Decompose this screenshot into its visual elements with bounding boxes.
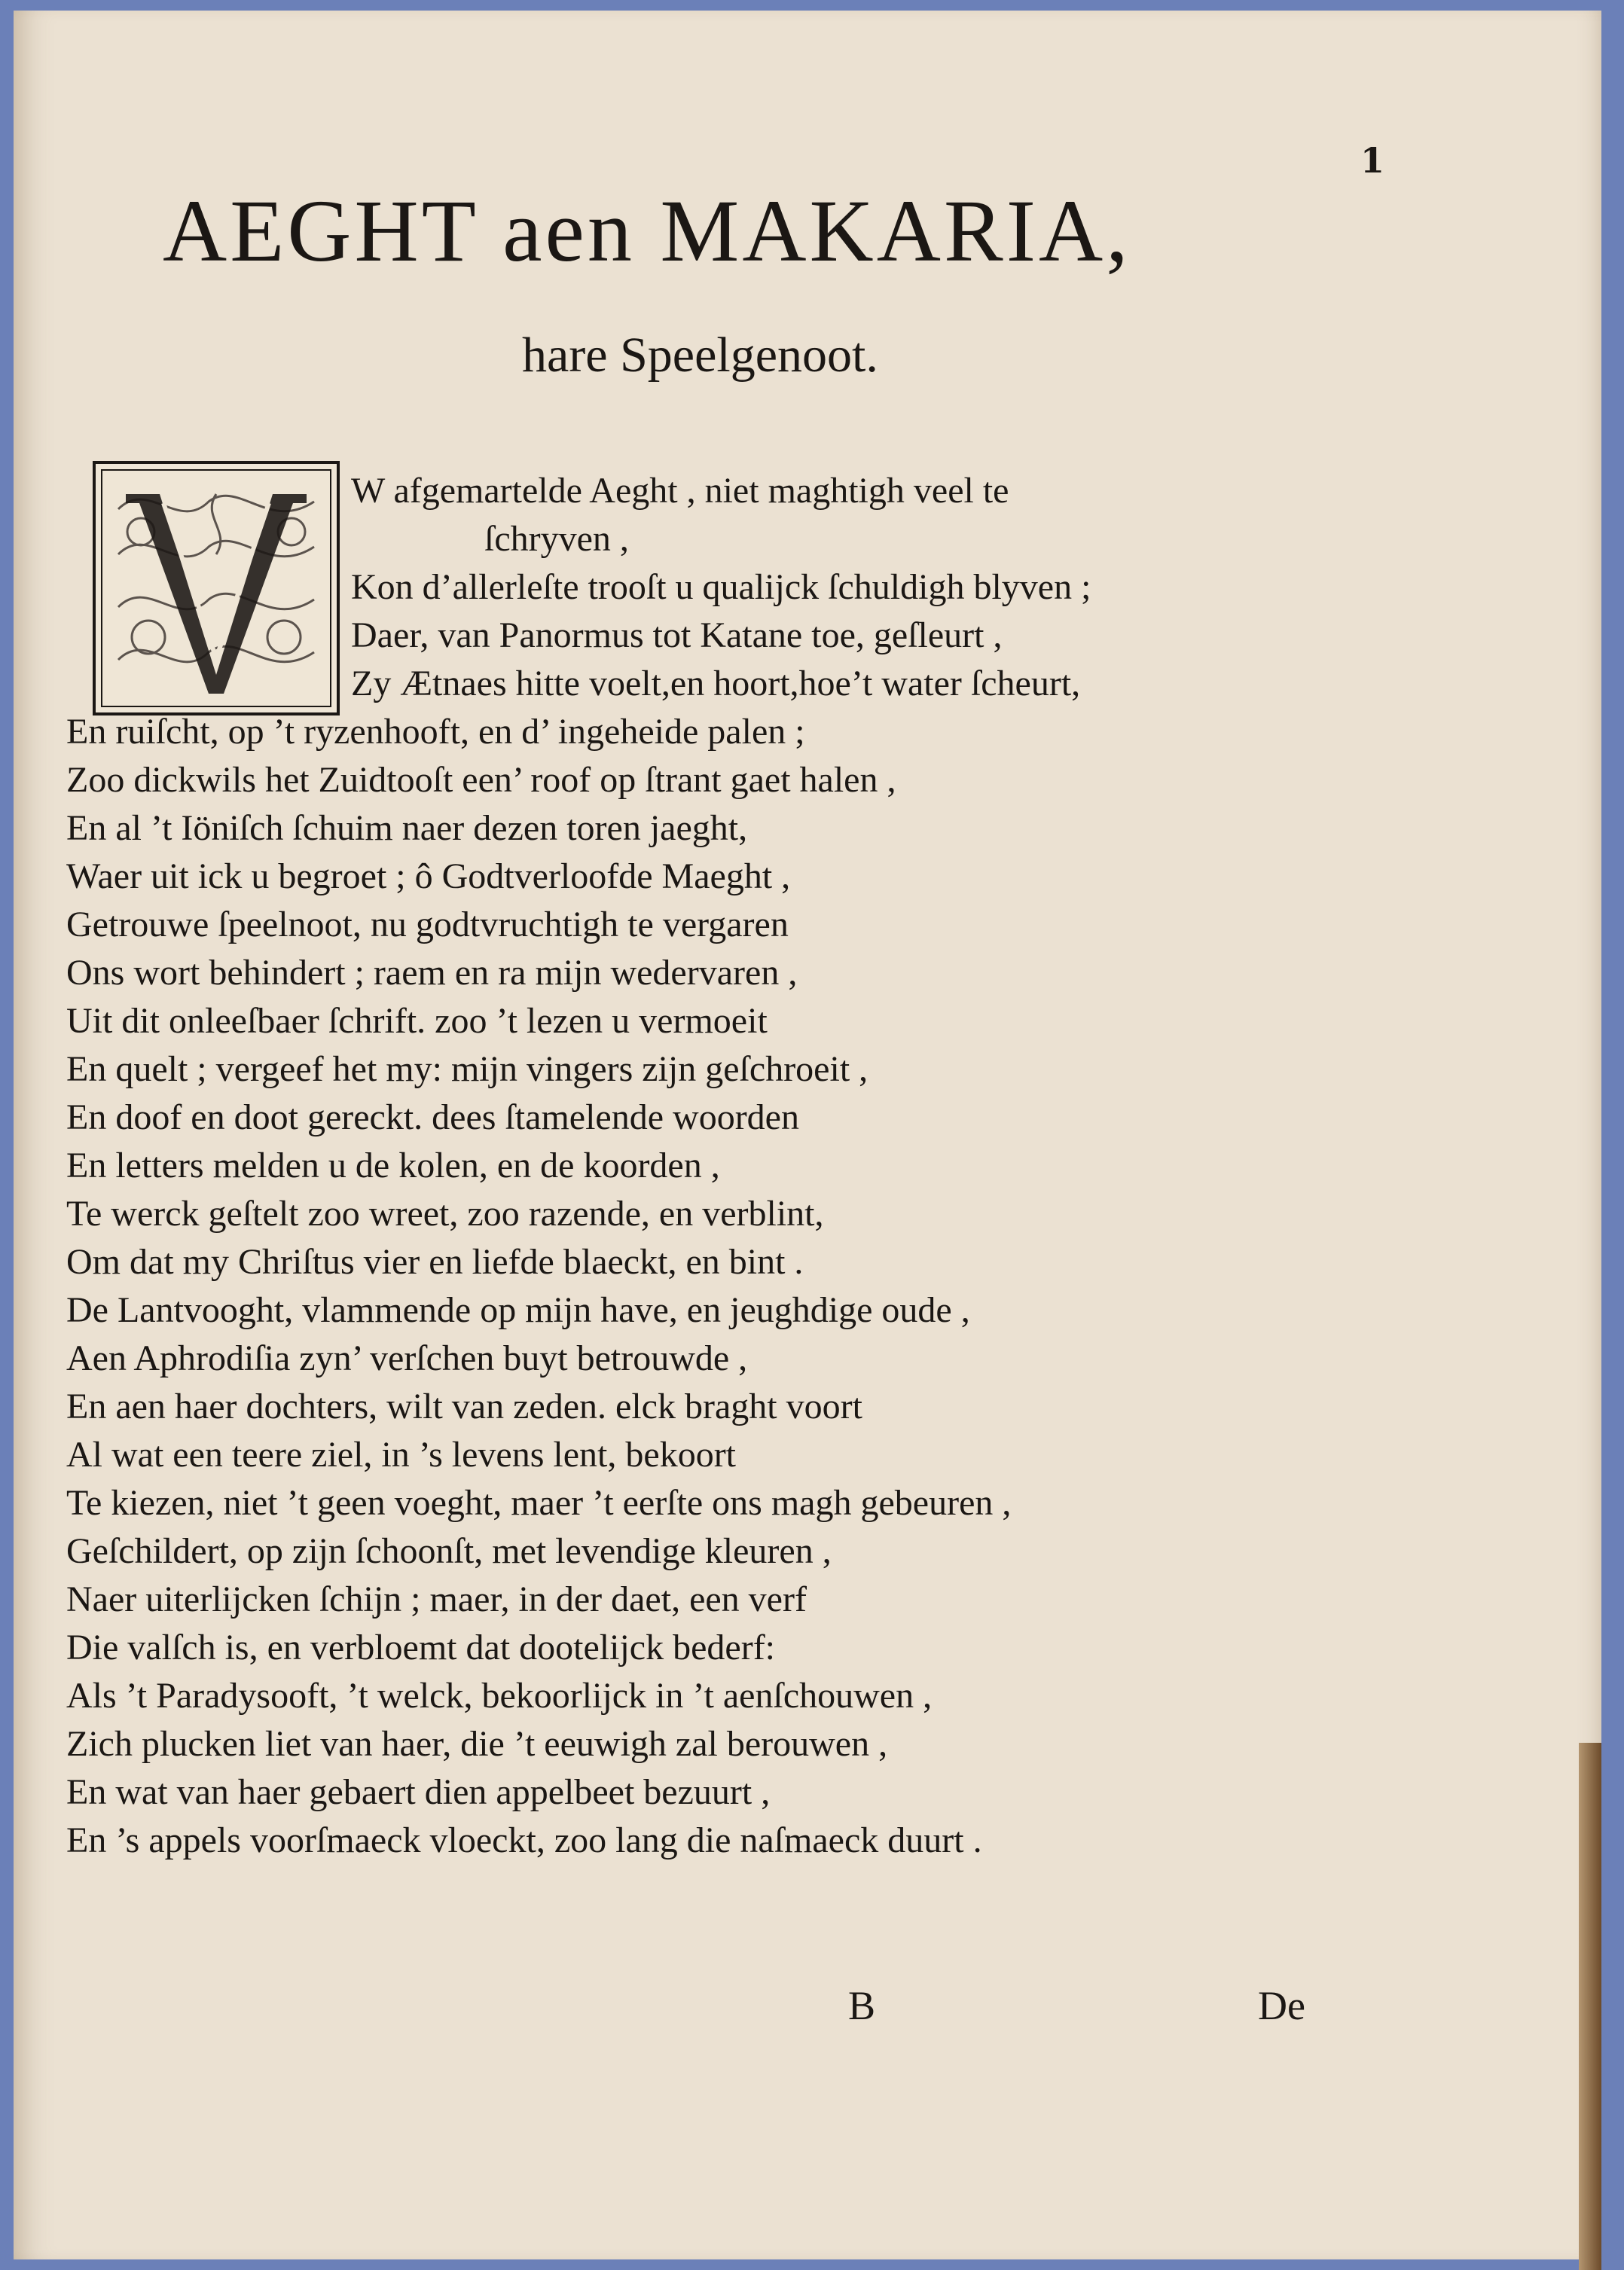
poem-line: Te kiezen, niet ’t geen voeght, maer ’t eerſte ons magh gebeuren , [66,1483,1012,1523]
poem-line: Te werck geſtelt zoo wreet, zoo razende, en verblint, [66,1194,824,1234]
poem-line: Kon d’allerleſte trooſt u qualijck ſchuldigh blyven ; [351,567,1091,607]
poem-line: Zy Ætnaes hitte voelt,en hoort,hoe’t water ſcheurt, [351,664,1081,703]
poem-line: Geſchildert, op zijn ſchoonſt, met levendige kleuren , [66,1531,832,1571]
poem-line: Om dat my Chriſtus vier en liefde blaeckt, en bint . [66,1242,804,1282]
poem-line: Getrouwe ſpeelnoot, nu godtvruchtigh te vergaren [66,905,789,944]
poem-line: Zich plucken liet van haer, die ’t eeuwigh zal berouwen , [66,1724,888,1764]
poem-line: En ’s appels voorſmaeck vloeckt, zoo lang die naſmaeck duurt . [66,1820,982,1860]
poem-line: En ruiſcht, op ’t ryzenhooft, en d’ ingeheide palen ; [66,712,805,752]
poem-line: Als ’t Paradysooft, ’t welck, bekoorlijck in ’t aenſchouwen , [66,1676,933,1716]
poem-line: Aen Aphrodiſia zyn’ verſchen buyt betrouwde , [66,1338,748,1378]
page-edge [1579,1743,1601,2270]
poem-line: Uit dit onleeſbaer ſchrift. zoo ’t lezen u vermoeit [66,1001,768,1041]
decorated-initial [93,461,340,715]
poem-line: Die valſch is, en verbloemt dat dootelijck bederf: [66,1628,776,1667]
poem-line: ſchryven , [484,519,629,559]
catchword: De [1258,1983,1305,2028]
poem-line: Zoo dickwils het Zuidtooſt een’ roof op ſtrant gaet halen , [66,760,896,800]
poem-line: En letters melden u de kolen, en de koorden , [66,1146,720,1185]
poem-line: En al ’t Iöniſch ſchuim naer dezen toren jaeght, [66,808,748,848]
book-page [14,11,1601,2259]
poem-line: Naer uiterlijcken ſchijn ; maer, in der daet, een verf [66,1579,807,1619]
ornament-icon [96,464,337,712]
poem-line: Ons wort behindert ; raem en ra mijn wedervaren , [66,953,798,993]
poem-line: En wat van haer gebaert dien appelbeet bezuurt , [66,1772,771,1812]
poem-line: En aen haer dochters, wilt van zeden. elck braght voort [66,1387,862,1426]
poem-line: Daer, van Panormus tot Katane toe, geſleurt , [351,615,1003,655]
signature-mark: B [848,1983,876,2028]
poem-line: De Lantvooght, vlammende op mijn have, en jeughdige oude , [66,1290,970,1330]
poem-line: Waer uit ick u begroet ; ô Godtverloofde Maeght , [66,856,791,896]
page-title: AEGHT aen MAKARIA, [163,182,1131,280]
poem-line: Al wat een teere ziel, in ’s levens lent, bekoort [66,1435,737,1475]
page-number: 1 [1360,140,1385,181]
poem-line: En doof en doot gereckt. dees ſtamelende woorden [66,1097,799,1137]
poem-line: En quelt ; vergeef het my: mijn vingers zijn geſchroeit , [66,1049,868,1089]
page-subtitle: hare Speelgenoot. [522,328,878,383]
poem-line: W afgemartelde Aeght , niet maghtigh veel te [351,471,1009,511]
